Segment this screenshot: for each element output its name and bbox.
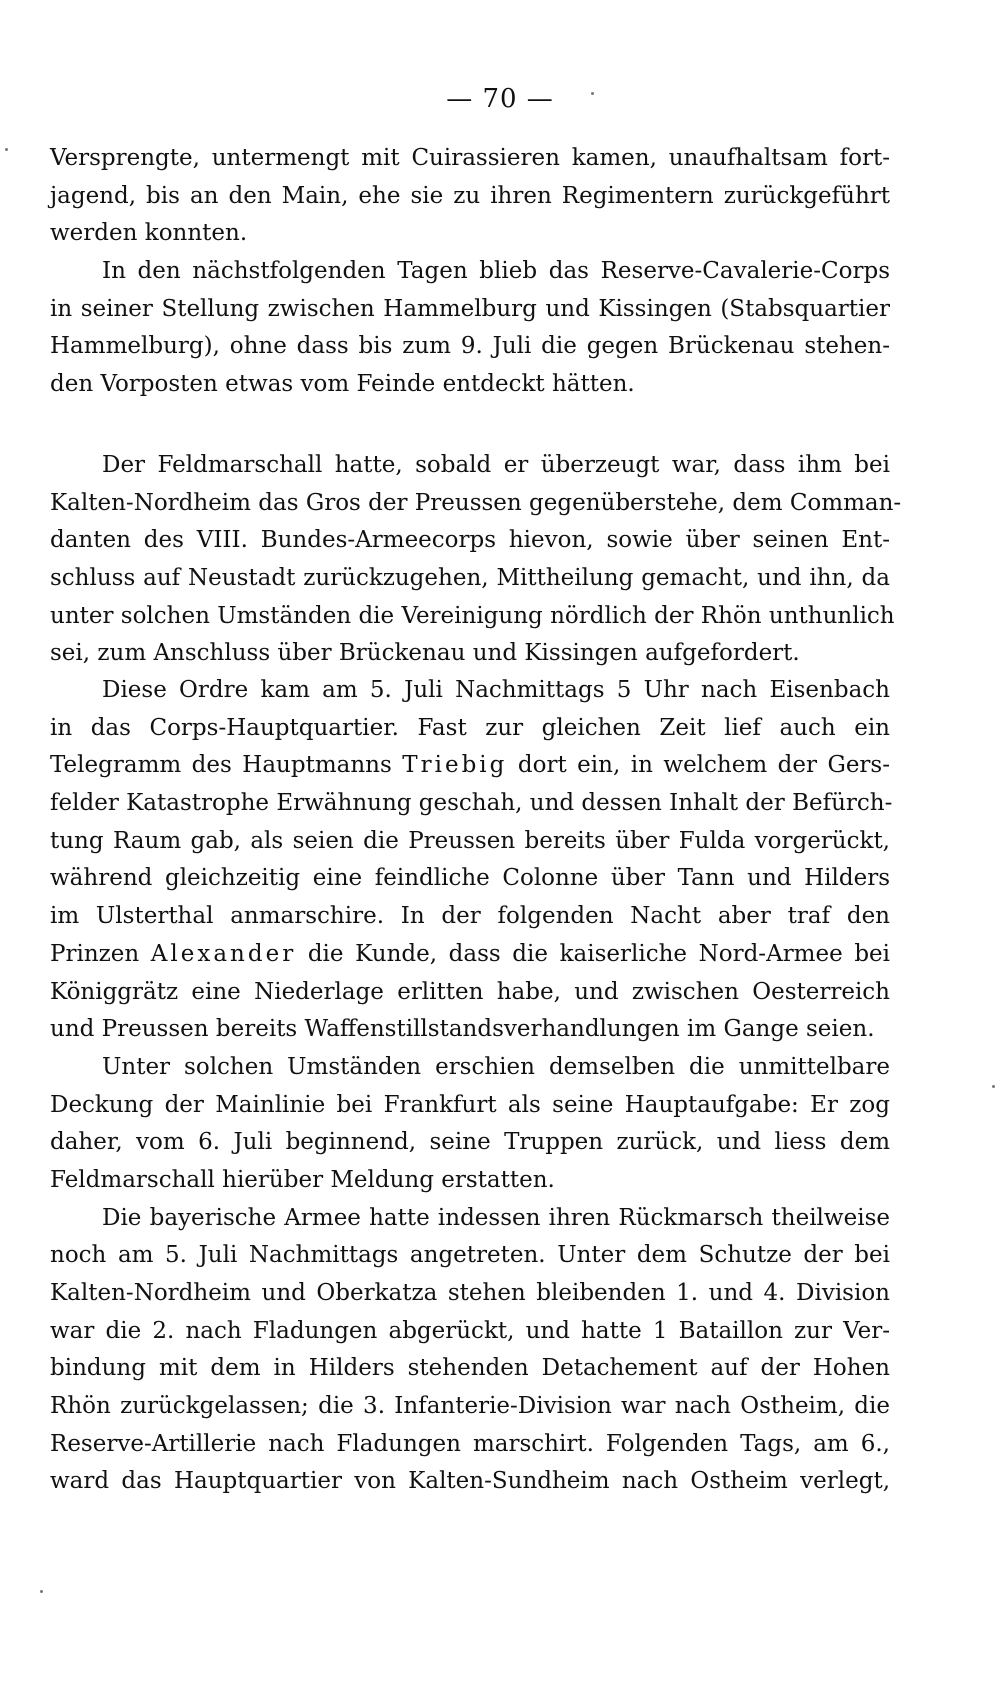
text-line: während gleichzeitig eine feindliche Colonne über Tann und Hilders	[50, 865, 890, 892]
text-line: ward das Hauptquartier von Kalten-Sundheim nach Ostheim verlegt,	[50, 1468, 890, 1495]
text-line: in das Corps-Hauptquartier. Fast zur gleichen Zeit lief auch ein	[50, 714, 890, 741]
text-line: Versprengte, untermengt mit Cuirassieren kamen, unaufhaltsam fort-	[50, 145, 890, 171]
text-line: Der Feldmarschall hatte, sobald er überzeugt war, dass ihm bei	[102, 452, 890, 478]
paragraph-group-1	[50, 140, 890, 404]
text-line: schluss auf Neustadt zurückzugehen, Mittheilung gemacht, und ihn, da	[50, 565, 890, 592]
text-line: felder Katastrophe Erwähnung geschah, und dessen Inhalt der Befürch-	[50, 790, 893, 817]
text-line	[50, 747, 890, 785]
text-line: daher, vom 6. Juli beginnend, seine Truppen zurück, und liess dem	[50, 1129, 890, 1156]
text-line: Hammelburg), ohne dass bis zum 9. Juli die gegen Brückenau stehen-	[50, 333, 890, 360]
text-run: dort ein, in welchem der Gers-	[517, 752, 891, 779]
text-line: und Preussen bereits Waffenstillstandsverhandlungen im Gange seien.	[50, 1016, 875, 1043]
text-line: In den nächstfolgenden Tagen blieb das Reserve-Cavalerie-Corps	[102, 258, 890, 285]
text-line: Kalten-Nordheim und Oberkatza stehen bleibenden 1. und 4. Division	[50, 1280, 890, 1306]
text-line: bindung mit dem in Hilders stehenden Detachement auf der Hohen	[50, 1355, 890, 1382]
text-line: Rhön zurückgelassen; die 3. Infanterie-Division war nach Ostheim, die	[50, 1393, 890, 1420]
text-run: die Kunde, dass die kaiserliche Nord-Armee bei	[307, 940, 891, 967]
paragraph-group-2	[50, 447, 902, 673]
print-speck	[5, 148, 8, 151]
print-speck	[591, 92, 594, 95]
text-line: Deckung der Mainlinie bei Frankfurt als seine Hauptaufgabe: Er zog	[50, 1091, 890, 1118]
text-line: Diese Ordre kam am 5. Juli Nachmittags 5 Uhr nach Eisenbach	[102, 677, 890, 703]
text-line: Kalten-Nordheim das Gros der Preussen gegenüberstehe, dem Comman-	[50, 489, 902, 516]
text-line: unter solchen Umständen die Vereinigung nördlich der Rhön unthunlich	[50, 602, 895, 629]
text-line: Unter solchen Umständen erschien demselben die unmittelbare	[102, 1053, 890, 1080]
spaced-name: Alexander	[150, 940, 297, 967]
text-line: im Ulsterthal anmarschire. In der folgenden Nacht aber traf den	[50, 903, 890, 930]
page-number: — 70 —	[446, 84, 554, 114]
text-line	[50, 936, 890, 974]
text-run: Prinzen	[50, 940, 140, 967]
text-line: war die 2. nach Fladungen abgerückt, und hatte 1 Bataillon zur Ver-	[50, 1317, 890, 1344]
print-speck	[40, 1590, 43, 1593]
text-line: Die bayerische Armee hatte indessen ihren Rückmarsch theilweise	[102, 1204, 890, 1231]
text-line: tung Raum gab, als seien die Preussen bereits über Fulda vorgerückt,	[50, 827, 890, 854]
text-line: Königgrätz eine Niederlage erlitten habe, und zwischen Oesterreich	[50, 978, 890, 1005]
text-run: Telegramm des Hauptmanns	[50, 752, 392, 779]
text-line: danten des VIII. Bundes-Armeecorps hievon, sowie über seinen Ent-	[50, 527, 890, 554]
paragraph-group-3	[50, 672, 893, 1501]
text-line: jagend, bis an den Main, ehe sie zu ihren Regimentern zurückgeführt	[50, 182, 890, 209]
print-speck	[992, 1085, 995, 1088]
text-line: sei, zum Anschluss über Brückenau und Kissingen aufgefordert.	[50, 640, 800, 667]
text-line: Feldmarschall hierüber Meldung erstatten.	[50, 1166, 555, 1193]
text-line: noch am 5. Juli Nachmittags angetreten. Unter dem Schutze der bei	[50, 1242, 890, 1269]
text-line: den Vorposten etwas vom Feinde entdeckt hätten.	[50, 371, 635, 398]
text-line: in seiner Stellung zwischen Hammelburg und Kissingen (Stabsquartier	[50, 295, 890, 322]
text-line: werden konnten.	[50, 220, 248, 247]
text-line: Reserve-Artillerie nach Fladungen marschirt. Folgenden Tags, am 6.,	[50, 1430, 890, 1457]
spaced-name: Triebig	[402, 752, 508, 779]
